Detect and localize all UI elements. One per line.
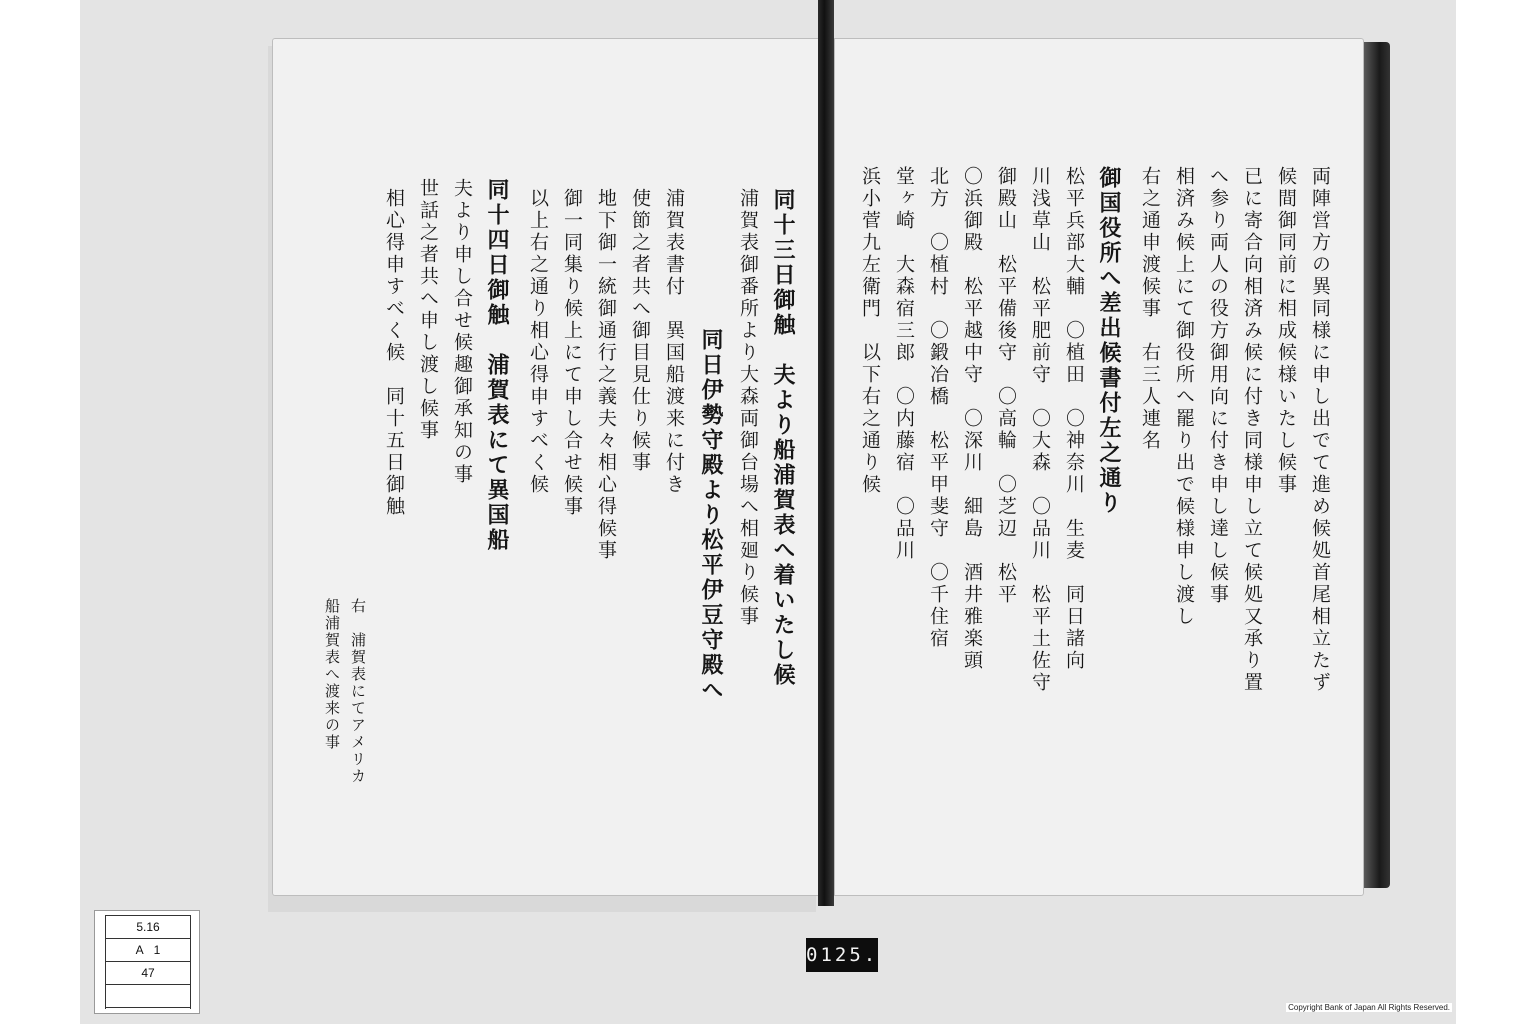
archive-label-grid [105,915,191,1009]
left-col-7: 御一同集り候上にて申し合せ候事 [561,188,583,518]
left-col-9: 同十四日御触 浦賀表にて異国船 [484,178,510,553]
left-col-12: 相心得申すべく候 同十五日御触 [383,188,405,518]
archive-label-card [94,910,200,1014]
left-col-8: 以上右之通り相心得申すべく候 [527,188,549,496]
right-col-7: 御国役所へ差出候書付左之通り [1096,166,1122,516]
left-col-5: 使節之者共へ御目見仕り候事 [629,188,651,474]
right-col-11: 〇浜御殿 松平越中守 〇深川 細島 酒井雅楽頭 [961,166,983,672]
frame-number: 0125. [806,938,878,972]
right-page [834,38,1364,896]
right-col-4: へ参り両人の役方御用向に付き申し達し候事 [1207,166,1229,606]
right-col-8: 松平兵部大輔 〇植田 〇神奈川 生麦 同日諸向 [1063,166,1085,672]
page-edge-right [1364,42,1390,888]
right-col-12: 北方 〇植村 〇鍛冶橋 松平甲斐守 〇千住宿 [927,166,949,650]
left-col-13: 右 浦賀表にてアメリカ [349,598,367,785]
right-col-10: 御殿山 松平備後守 〇高輪 〇芝辺 松平 [995,166,1017,606]
right-col-13: 堂ヶ崎 大森宿三郎 〇内藤宿 〇品川 [893,166,915,562]
right-col-6: 右之通申渡候事 右三人連名 [1139,166,1161,452]
label-row-1: 5.16 [106,915,190,939]
right-col-14: 浜小菅九左衛門 以下右之通り候 [859,166,881,496]
label-row-2: A 1 [106,939,190,962]
left-col-3: 同日伊勢守殿より松平伊豆守殿へ [698,328,724,703]
left-page [272,38,820,896]
label-row-3: 47 [106,962,190,985]
left-col-10: 夫より申し合せ候趣御承知の事 [451,178,473,486]
right-col-5: 相済み候上にて御役所へ罷り出で候様申し渡し [1173,166,1195,628]
left-col-1: 同十三日御触 夫より船浦賀表へ着いたし候 [770,188,796,688]
label-row-4 [106,985,190,1008]
left-col-6: 地下御一統御通行之義夫々相心得候事 [595,188,617,562]
left-col-14: 船浦賀表へ渡来の事 [323,598,341,751]
left-col-11: 世話之者共へ申し渡し候事 [417,178,439,442]
right-col-9: 川浅草山 松平肥前守 〇大森 〇品川 松平土佐守 [1029,166,1051,694]
copyright-notice: Copyright Bank of Japan All Rights Reserved. [1288,1003,1450,1012]
open-book [268,38,1396,906]
right-col-1: 両陣営方の異同様に申し出でて進め候処首尾相立たず [1309,166,1331,694]
right-col-2: 候間御同前に相成候様いたし候事 [1275,166,1297,496]
left-col-2: 浦賀表御番所より大森両御台場へ相廻り候事 [737,188,759,628]
book-spine [818,0,834,906]
right-col-3: 已に寄合向相済み候に付き同様申し立て候処又承り置 [1241,166,1263,694]
left-col-4: 浦賀表書付 異国船渡来に付き [663,188,685,496]
